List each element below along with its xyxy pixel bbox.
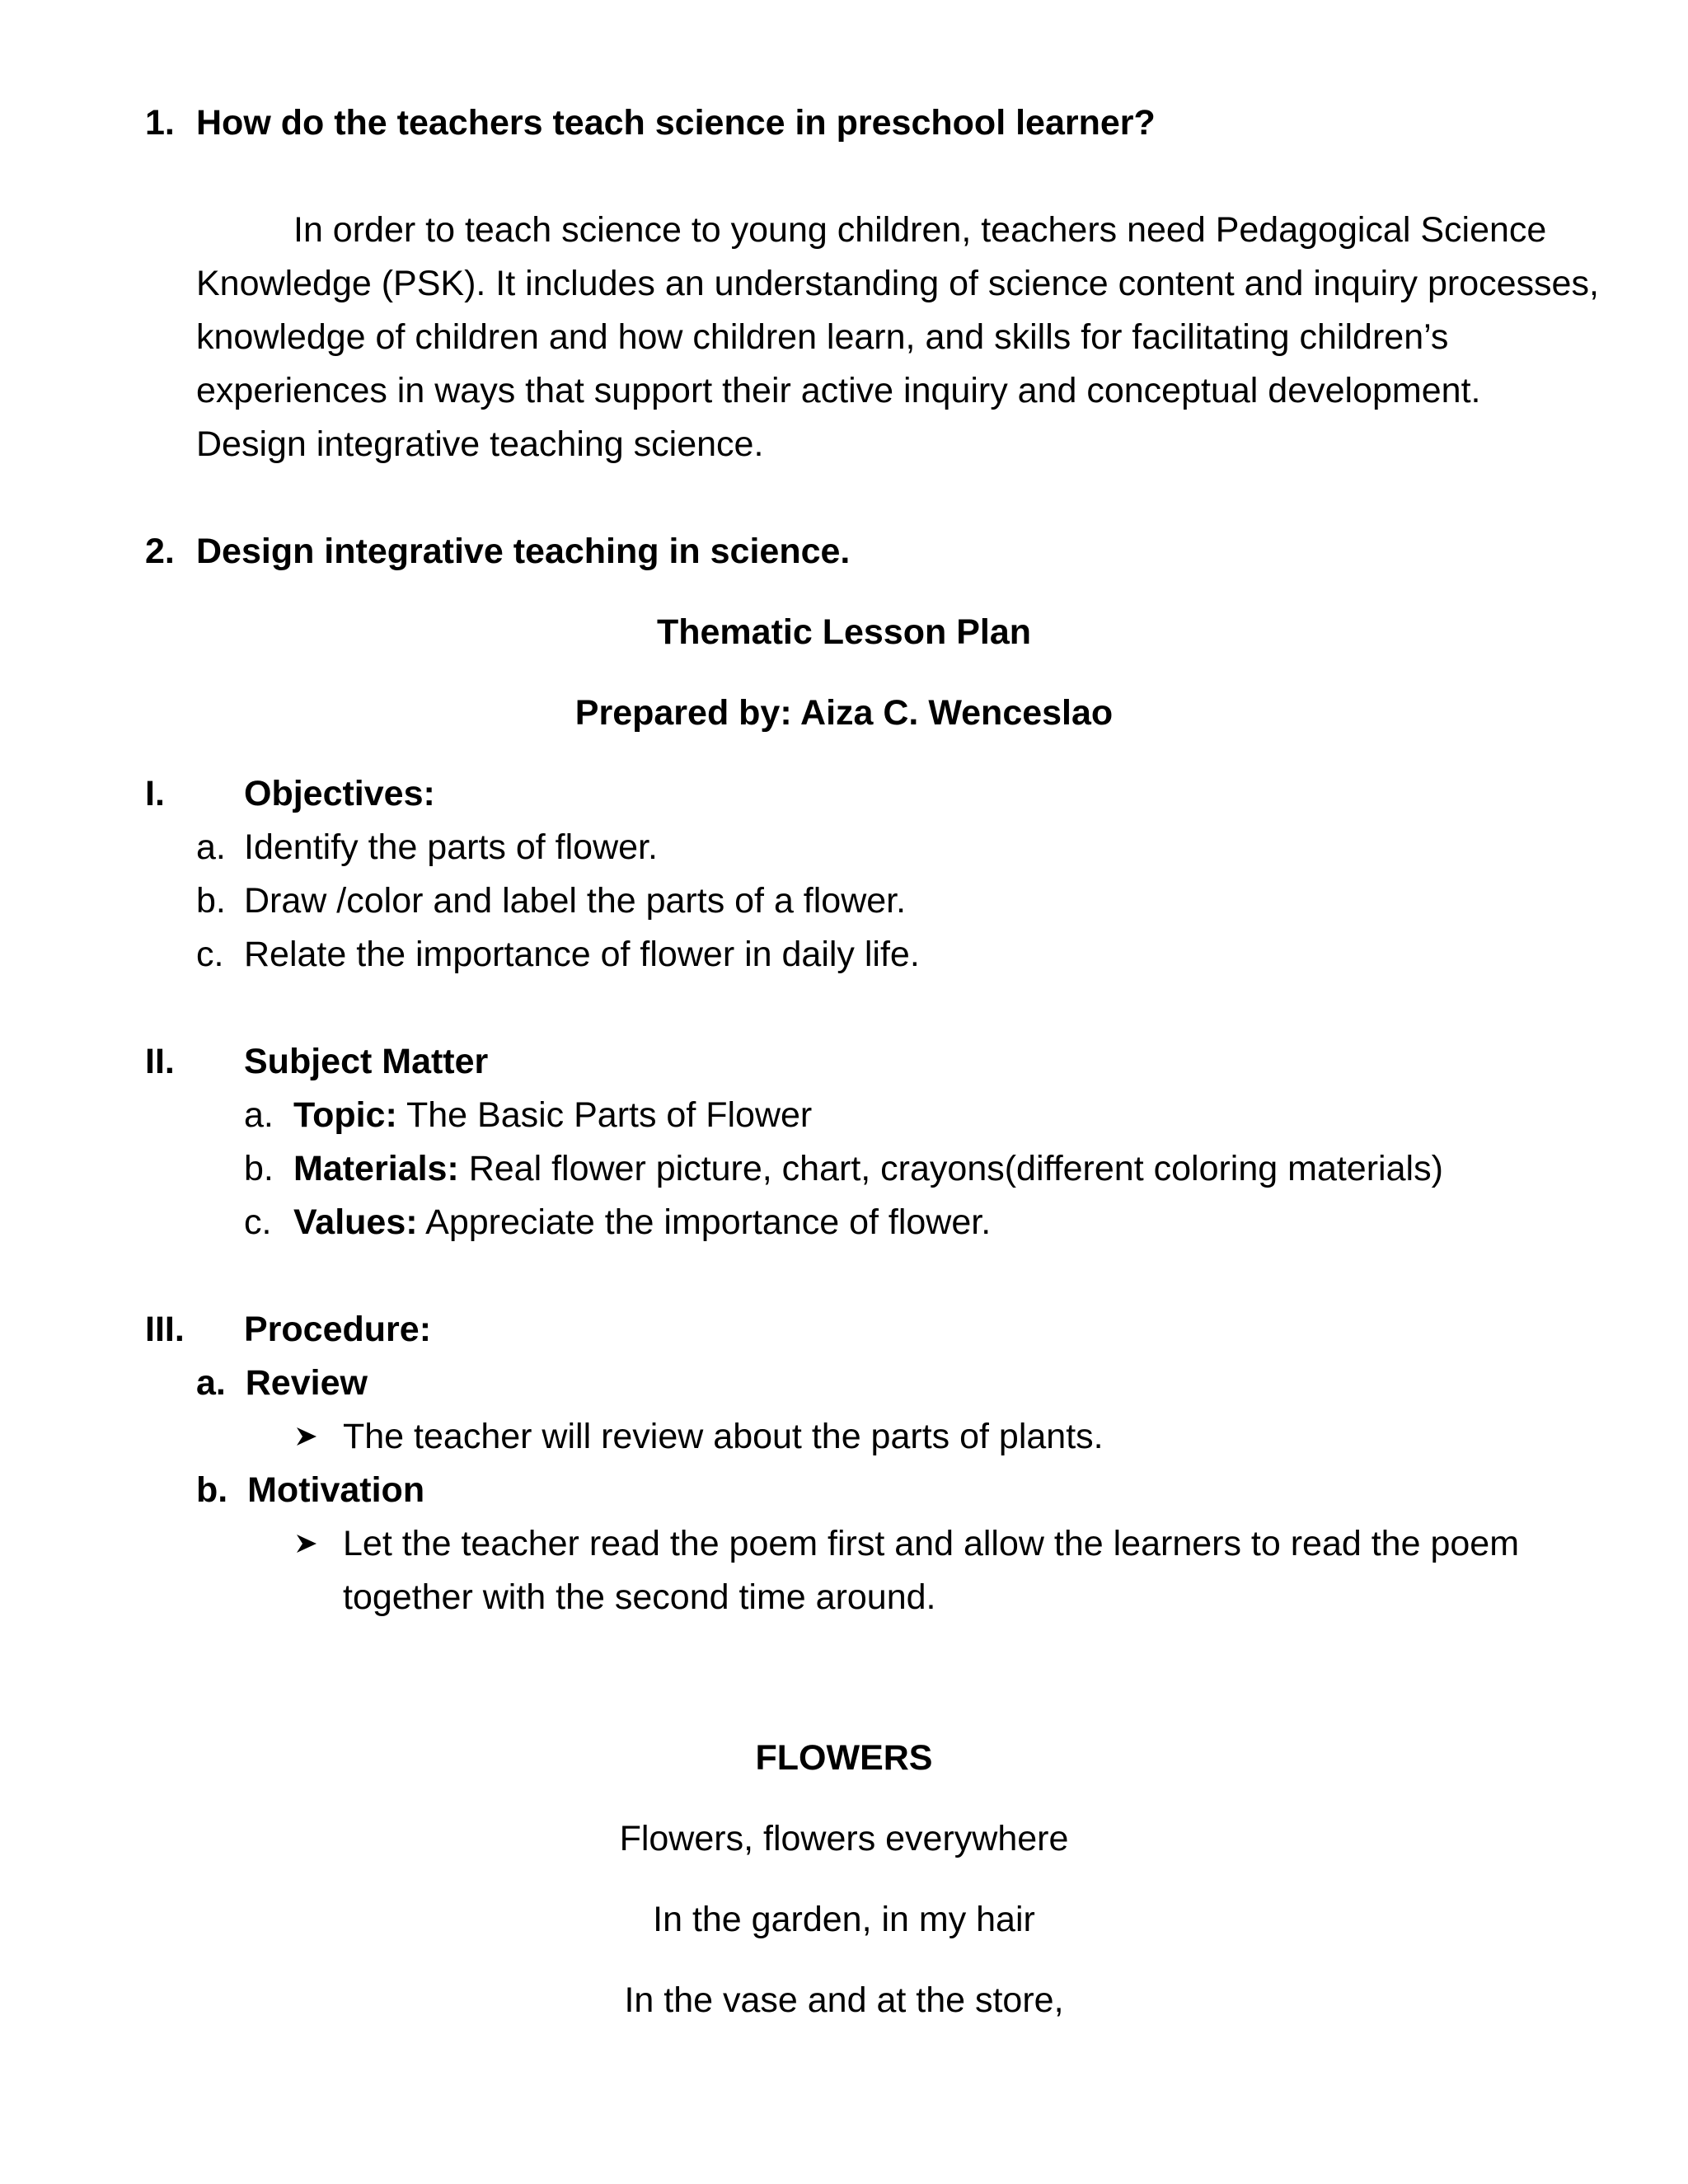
question-2-heading: Design integrative teaching in science. [196, 532, 851, 571]
objective-c-letter: c. [196, 935, 224, 974]
procedure-heading: Procedure: [244, 1310, 432, 1349]
subject-matter-c-letter: c. [244, 1202, 272, 1242]
objective-b-letter: b. [196, 881, 226, 921]
motivation-bullet-line-1: Let the teacher read the poem first and allow the learners to read the poem [343, 1524, 1520, 1563]
subject-matter-b-letter: b. [244, 1149, 274, 1188]
materials-value: Real flower picture, chart, crayons(different coloring materials) [458, 1149, 1443, 1188]
subject-matter-topic [293, 1095, 813, 1135]
objective-c-text: Relate the importance of flower in daily life. [244, 935, 920, 974]
objectives-heading: Objectives: [244, 774, 435, 813]
review-bullet-icon [295, 1419, 318, 1455]
poem-line-1: Flowers, flowers everywhere [619, 1819, 1069, 1858]
prepared-by: Prepared by: Aiza C. Wenceslao [574, 693, 1114, 733]
motivation-bullet-line-2: together with the second time around. [343, 1577, 936, 1617]
objective-a-text: Identify the parts of flower. [244, 827, 658, 867]
review-bullet-text: The teacher will review about the parts of plants. [343, 1417, 1104, 1456]
poem-line-2: In the garden, in my hair [653, 1900, 1035, 1939]
materials-label: Materials: [293, 1149, 459, 1188]
subject-matter-values [293, 1202, 992, 1242]
motivation-bullet-icon [295, 1526, 318, 1562]
subject-matter-materials [293, 1151, 1443, 1187]
motivation-heading: b. Motivation [196, 1470, 425, 1510]
lesson-plan-title: Thematic Lesson Plan [656, 612, 1032, 652]
question-1-number: 1. [145, 103, 175, 143]
arrow-bullet-icon [295, 1425, 318, 1448]
values-value: Appreciate the importance of flower. [417, 1202, 992, 1242]
poem-title: FLOWERS [755, 1738, 933, 1778]
objective-a-letter: a. [196, 827, 226, 867]
topic-value: The Basic Parts of Flower [396, 1095, 813, 1135]
review-heading: a. Review [196, 1363, 368, 1403]
poem-line-3: In the vase and at the store, [624, 1980, 1064, 2020]
topic-label: Topic: [293, 1095, 397, 1135]
arrow-bullet-icon [295, 1532, 318, 1555]
values-label: Values: [293, 1202, 418, 1242]
objective-b-text: Draw /color and label the parts of a flower. [244, 881, 907, 921]
question-1-heading: How do the teachers teach science in preschool learner? [196, 103, 1156, 143]
subject-matter-numeral: II. [145, 1042, 175, 1081]
answer-1-line-4: experiences in ways that support their active inquiry and conceptual development. [196, 371, 1481, 410]
answer-1-line-1: In order to teach science to young children, teachers need Pedagogical Science [293, 210, 1547, 250]
answer-1-line-2: Knowledge (PSK). It includes an understanding of science content and inquiry processes, [196, 264, 1599, 303]
subject-matter-a-letter: a. [244, 1095, 274, 1135]
subject-matter-heading: Subject Matter [244, 1042, 489, 1081]
answer-1-line-5: Design integrative teaching science. [196, 424, 764, 464]
question-2-number: 2. [145, 532, 175, 571]
answer-1-line-3: knowledge of children and how children learn, and skills for facilitating children’s [196, 317, 1449, 357]
procedure-numeral: III. [145, 1310, 185, 1349]
objectives-numeral: I. [145, 774, 165, 813]
